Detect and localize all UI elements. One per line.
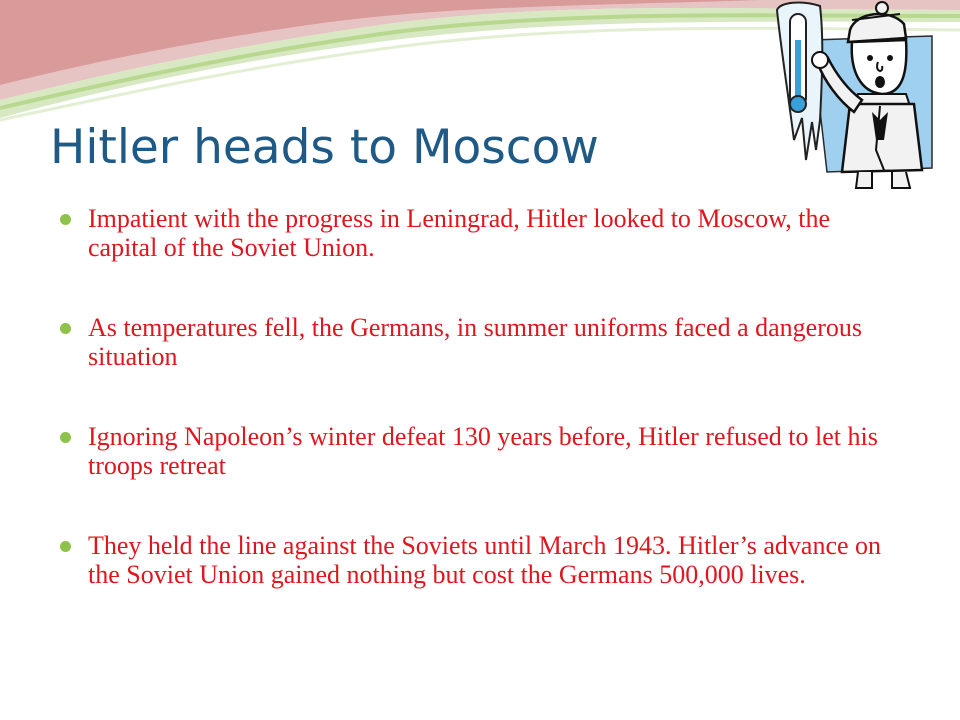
bullet-item (60, 204, 890, 262)
bullet-item (60, 422, 890, 480)
bullet-marker-icon (60, 432, 71, 443)
bullet-text: Impatient with the progress in Leningrad, Hitler looked to Moscow, the capital of the Soviet Union. (88, 204, 831, 262)
bullet-marker-icon (60, 214, 71, 225)
bullet-list (60, 204, 890, 640)
bullet-marker-icon (60, 541, 71, 552)
cold-man-with-thermometer-icon (772, 0, 940, 192)
slide-title: Hitler heads to Moscow (50, 120, 599, 175)
bullet-item (60, 531, 890, 589)
bullet-text: As temperatures fell, the Germans, in summer uniforms faced a dangerous situation (88, 313, 862, 371)
bullet-marker-icon (60, 323, 71, 334)
bullet-item (60, 313, 890, 371)
bullet-text: Ignoring Napoleon’s winter defeat 130 years before, Hitler refused to let his troops retreat (88, 422, 878, 480)
bullet-text: They held the line against the Soviets until March 1943. Hitler’s advance on the Soviet Union gained nothing but cost the Germans 500,000 lives. (88, 531, 882, 589)
